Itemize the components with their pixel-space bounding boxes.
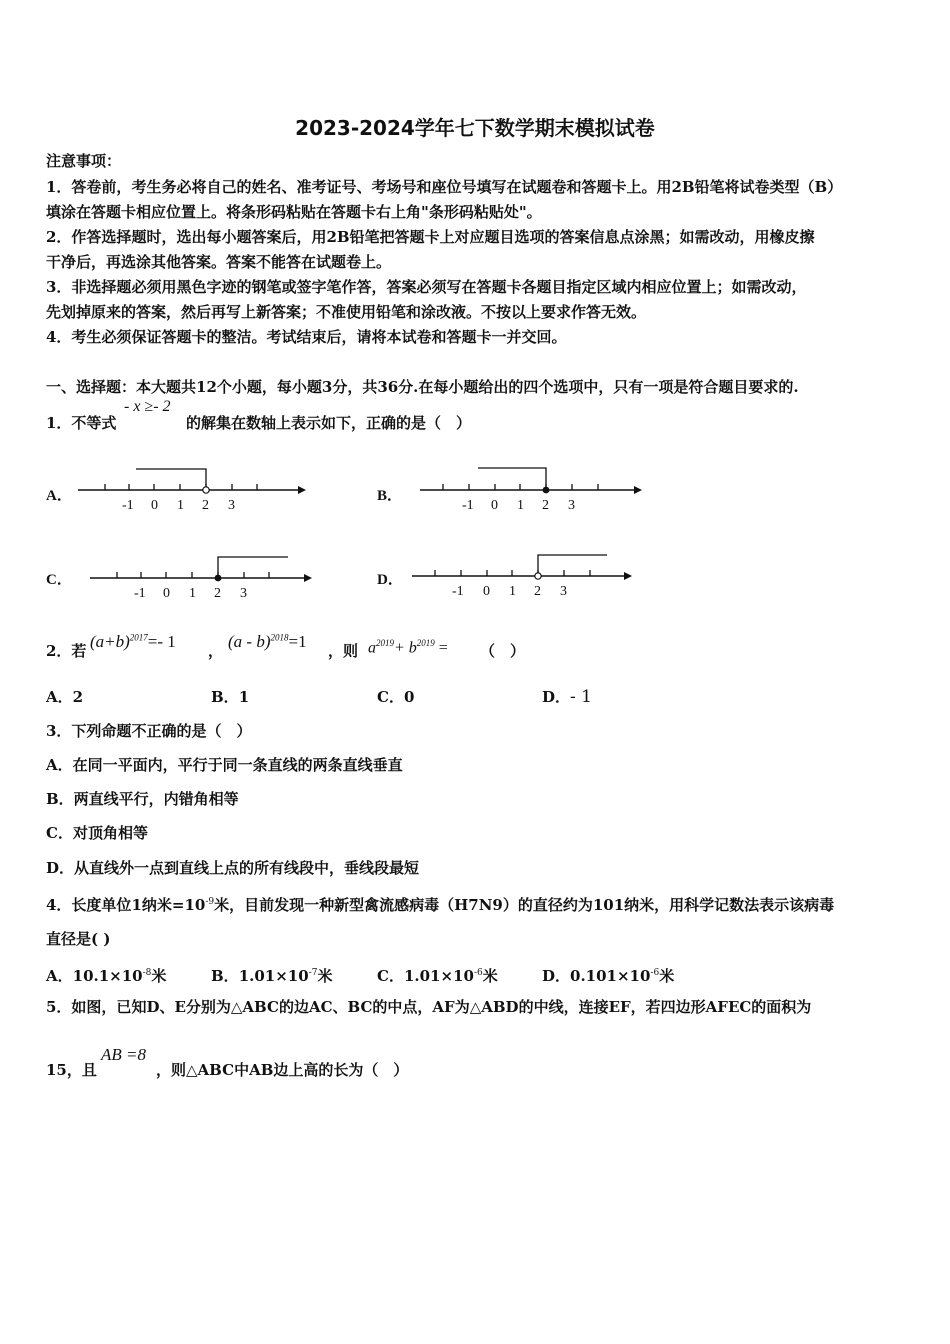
q2-prefix: 2．若 (46, 642, 87, 660)
tick-label: 1 (189, 586, 196, 601)
q4-option-d: D．$0.101\times 10^{-6}$米 (542, 967, 675, 985)
tick-label: 3 (568, 498, 575, 513)
page-title: 2023-2024学年七下数学期末模拟试卷 (295, 116, 655, 140)
tick-label: 3 (240, 586, 247, 601)
q1-option-c-label: C． (46, 572, 72, 588)
notice-line: 3．非选择题必须用黑色字迹的钢笔或签字笔作答，答案必须写在答题卡各题目指定区域内相应位置上；如需改动， (46, 278, 807, 296)
q2-option-b: B．1 (211, 688, 250, 706)
tick-label: 2 (542, 498, 549, 513)
notice-line: 填涂在答题卡相应位置上。将条形码粘贴在答题卡右上角"条形码粘贴处"。 (46, 203, 542, 221)
q1-suffix: 的解集在数轴上表示如下，正确的是（ ） (186, 414, 472, 432)
q2-option-d: D．- 1 (542, 687, 592, 707)
tick-label: 2 (214, 586, 221, 601)
q5-formula: AB =8 (101, 1045, 146, 1064)
q1-option-b-number-line (412, 460, 652, 520)
tick-label: -1 (462, 498, 474, 513)
q1-option-b-label: B． (377, 488, 403, 504)
tick-label: 0 (483, 584, 490, 599)
notice-line: 2．作答选择题时，选出每小题答案后，用2B铅笔把答题卡上对应题目选项的答案信息点涂黑；如需改动，用橡皮擦 (46, 228, 815, 246)
q1-formula: - x ≥- 2 (124, 398, 171, 415)
notice-line: 干净后，再选涂其他答案。答案不能答在试题卷上。 (46, 253, 392, 271)
q3-option-c: C．对顶角相等 (46, 824, 148, 842)
q3-option-b: B．两直线平行，内错角相等 (46, 790, 239, 808)
q1-option-d-label: D． (377, 572, 403, 588)
q5-line-2-prefix: 15，且 (46, 1061, 97, 1079)
q5-line-2-suffix: ，则△ABC中AB边上高的长为（ ） (156, 1061, 409, 1079)
tick-label: -1 (452, 584, 464, 599)
q2-separator: ， (208, 642, 224, 660)
notice-line: 先划掉原来的答案，然后再写上新答案；不准使用铅笔和涂改液。不按以上要求作答无效。 (46, 303, 647, 321)
notice-heading: 注意事项： (46, 152, 122, 170)
tick-label: 1 (517, 498, 524, 513)
tick-label: 0 (491, 498, 498, 513)
q1-option-a-label: A． (46, 488, 72, 504)
tick-label: -1 (122, 498, 134, 513)
q1-option-c-number-line (82, 548, 322, 608)
tick-label: 0 (151, 498, 158, 513)
q2-suffix: （ ） (480, 642, 526, 660)
tick-label: 1 (177, 498, 184, 513)
q1-prefix: 1．不等式 (46, 414, 117, 432)
tick-label: 2 (202, 498, 209, 513)
notice-line: 4．考生必须保证答题卡的整洁。考试结束后，请将本试卷和答题卡一并交回。 (46, 328, 567, 346)
q4-line-2: 直径是( ) (46, 930, 111, 948)
notice-line: 1．答卷前，考生务必将自己的姓名、准考证号、考场号和座位号填写在试题卷和答题卡上。用2B铅笔将试卷类型（B） (46, 178, 843, 196)
q1-option-a-number-line (70, 460, 310, 520)
section-heading: 一、选择题：本大题共12个小题，每小题3分，共36分.在每小题给出的四个选项中，只有一项是符合题目要求的. (46, 378, 799, 396)
q3-option-d: D．从直线外一点到直线上点的所有线段中，垂线段最短 (46, 859, 420, 877)
q2-mid: ，则 (328, 642, 359, 660)
q5-line-1: 5．如图，已知D、E分别为△ABC的边AC、BC的中点，AF为△ABD的中线，连接EF，若四边形AFEC的面积为 (46, 998, 812, 1016)
q3-stem: 3．下列命题不正确的是（ ） (46, 722, 252, 740)
tick-label: -1 (134, 586, 146, 601)
tick-label: 2 (534, 584, 541, 599)
q2-option-a: A．2 (46, 688, 84, 706)
q4-option-a: A．$10.1\times 10^{-8}$米 (46, 967, 167, 985)
q2-formula-1: $(a+b)^{2017}=-$ 1 (90, 632, 176, 651)
q1-option-d-number-line (404, 546, 644, 606)
q3-option-a: A．在同一平面内，平行于同一条直线的两条直线垂直 (46, 756, 403, 774)
q4-line-1: 4．长度单位1纳米$=10^{-9}$米，目前发现一种新型禽流感病毒（H7N9）的直径约为101纳米，用科学记数法表示该病毒 (46, 896, 835, 914)
q2-formula-2: (a - b)$^{2018}$=1 (228, 632, 307, 651)
q4-option-b: B．$1.01\times 10^{-7}$米 (211, 967, 333, 985)
tick-label: 3 (560, 584, 567, 599)
q2-formula-3: $a^{2019}+ b^{2019}$ = (368, 638, 448, 657)
q4-option-c: C．$1.01\times 10^{-6}$米 (377, 967, 498, 985)
tick-label: 0 (163, 586, 170, 601)
q2-option-c: C．0 (377, 688, 415, 706)
tick-label: 3 (228, 498, 235, 513)
tick-label: 1 (509, 584, 516, 599)
